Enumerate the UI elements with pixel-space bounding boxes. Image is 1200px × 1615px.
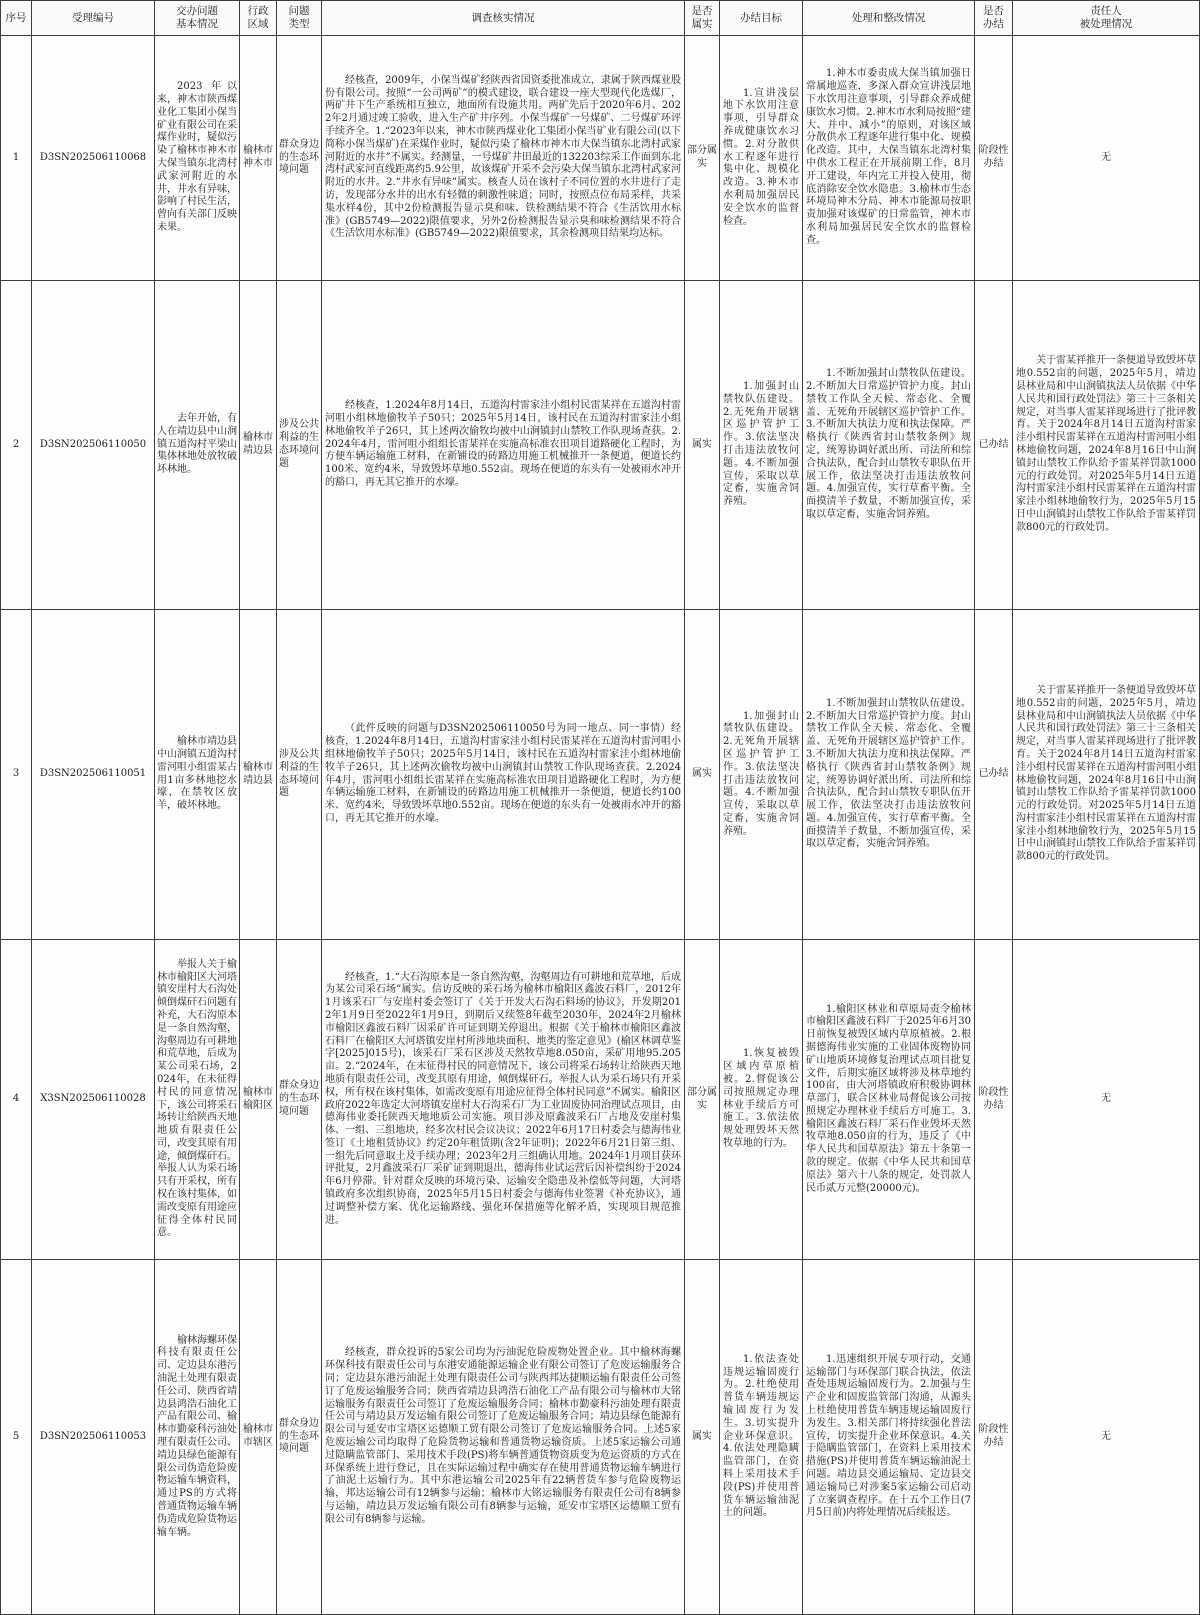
resolution-goal: 1.恢复被毁区域内草原植被。2.督促该公司按照规定办理林业手续后方可施工。3.依法依规处理毁坏天然牧草地的行为。	[720, 940, 803, 1260]
handling-measures: 1.神木市委责成大保当镇加强日常属地巡查，多深入群众宣讲浅层地下水饮用注意事项，引导群众养成健康饮水习惯。2.神木市水利局按照“建大、并中、减小”的原则，对该区域分散供水工程逐年进行集中化、规模化改造。其中，大保当镇东北湾村集中供水工程正在开展前期工作，8月开工建设，年内完工并投入使用，彻底消除安全饮水隐患。3.榆林市生态环境局神木分局、神木市能源局按职责加强对该煤矿的日常监管，神木市水利局加强居民安全饮水的监督检查。	[803, 36, 975, 281]
issue-description: 去年开始，有人在靖边县中山涧镇五道沟村平梁山集体林地处放牧破坏林地。	[155, 281, 240, 610]
issue-type: 涉及公共利益的生态环境问题	[277, 281, 322, 610]
accountability: 无	[1013, 940, 1200, 1260]
case-seq: 5	[0, 1260, 32, 1615]
header-type: 问题 类型	[277, 0, 322, 36]
verified-status: 属实	[685, 281, 720, 610]
issue-type: 群众身边的生态环境问题	[277, 1260, 322, 1615]
administrative-region: 榆林市神木市	[240, 36, 277, 281]
handling-measures: 1.迅速组织开展专项行动，交通运输部门与环保部门联合执法，依法查处违规运输固废行为。2.加强与生产企业和固废监管部门沟通，从源头上杜绝使用普货车辆违规运输固废行为发生。3.相关部门将持续强化普法宣传，切实提升企业环保意识。4.关于隐瞒监管部门，在资料上采用技术措施(PS)并使用普货车辆运输油泥土问题。靖边县交通运输局、定边县交通运输局已对涉案5家运输公司启动了立案调查程序。在十五个工作日(7月5日前)内将处理情况后续报送。	[803, 1260, 975, 1615]
case-seq: 4	[0, 940, 32, 1260]
case-seq: 1	[0, 36, 32, 281]
resolution-goal: 1.依法查处违规运输固废行为。2.杜绝使用普货车辆违规运输固废行为发生。3.切实提升企业环保意识。4.依法处理隐瞒监管部门，在资料上采用技术手段(PS)并使用普货车辆运输油泥土的问题。	[720, 1260, 803, 1615]
verified-status: 部分属实	[685, 940, 720, 1260]
header-investigation: 调查核实情况	[322, 0, 685, 36]
header-handling: 处理和整改情况	[803, 0, 975, 36]
investigation-findings: （此件反映的问题与D3SN202506110050号为同一地点、同一事情）经核查，1.2024年8月14日，五道沟村雷家洼小组村民雷某祥在五道沟村雷河咀小组林地偷牧羊子50只；2025年5月14日，该村民在五道沟村雷家洼小组林地偷牧羊子26只，其上述两次偷牧均被中山涧镇封山禁牧工作队现场查获。2.2024年4月，雷河咀小组组长雷某祥在实施高标准农田项目道路硬化工程时，为方便车辆运输施工材料，在新铺设的砖路边用施工机械推开一条便道，便道长约100米、宽约4米，导致毁坏草地0.552亩。现场在便道的东头有一处被雨水冲开的豁口，再无其它推开的水壕。	[322, 610, 685, 940]
case-id: D3SN202506110068	[32, 36, 155, 281]
accountability: 无	[1013, 36, 1200, 281]
administrative-region: 榆林市靖边县	[240, 610, 277, 940]
case-id: D3SN202506110051	[32, 610, 155, 940]
accountability: 无	[1013, 1260, 1200, 1615]
handling-measures: 1.不断加强封山禁牧队伍建设。2.不断加大日常巡护管护力度。封山禁牧工作队全天候、常态化、全覆盖、无死角开展辖区巡护管护工作。3.不断加大执法力度和执法保障。严格执行《陕西省封山禁牧条例》规定，统筹协调好派出所、司法所和综合执法队，配合封山禁牧专职队伍开展工作，依法坚决打击违法放牧问题。4.加强宣传，实行草畜平衡。全面摸清羊子数量，不断加强宣传，采取以草定畜，实施舍饲养殖。	[803, 610, 975, 940]
issue-description: 2023 年以来，神木市陕西煤业化工集团小保当矿业有限公司在采煤作业时，疑似污染了榆林市神木市大保当镇东北湾村武家河附近的水井，井水有异味，影响了村民生活，曾向有关部门反映未果。	[155, 36, 240, 281]
case-seq: 2	[0, 281, 32, 610]
administrative-region: 榆林市榆阳区	[240, 940, 277, 1260]
resolution-goal: 1.加强封山禁牧队伍建设。2.无死角开展辖区巡护管护工作。3.依法坚决打击违法放牧问题。4.不断加强宣传，采取以草定畜，实施舍饲养殖。	[720, 281, 803, 610]
closure-status: 阶段性办结	[975, 940, 1013, 1260]
case-seq: 3	[0, 610, 32, 940]
issue-description: 榆林海螺环保科技有限责任公司、定边县东港污油泥土处理有限责任公司、陕西省靖边县鸿浩石油化工产品有限公司、榆林市勤豪科污油处理有限责任公司、靖边县绿色能源有限公司伪造危险废物运输车辆资料，通过PS的方式将普通货物运输车辆伪造成危险货物运输车辆。	[155, 1260, 240, 1615]
issue-description: 榆林市靖边县中山涧镇五道沟村雷河咀小组雷某占用1亩多林地挖水壕，在禁牧区放羊，破坏林地。	[155, 610, 240, 940]
case-id: D3SN202506110050	[32, 281, 155, 610]
header-goal: 办结目标	[720, 0, 803, 36]
header-seq: 序号	[0, 0, 32, 36]
closure-status: 已办结	[975, 281, 1013, 610]
header-verified: 是否 属实	[685, 0, 720, 36]
investigation-findings: 经核查，1.“大石沟原本是一条自然沟壑，沟壑周边有可耕地和荒草地，后成为某公司采石场”属实。信访反映的采石场为榆林市榆阳区鑫波石料厂，2012年1月该采石厂与安崖村委会签订了《关于开发大石沟石料场的协议》，开发期2012年1月9日至2022年1月9日，到期后又续签8年截至2030年，2024年2月榆林市榆阳区鑫波石料厂因采矿许可证到期关停退出。根据《关于榆林市榆阳区鑫波石料厂在榆阳区大河塔镇安崖村所涉地块面积、地类的鉴定意见》(榆区林调草鉴字[2025]015号)，该采石厂采石区涉及天然牧草地8.050亩，采矿用地95.205亩。2.“2024年，在未征得村民的同意情况下，该公司将采石场转让给陕西天地地质有限责任公司，改变其原有用途，倾倒煤矸石。举报人认为采石场只有开采权，所有权在该村集体，如需改变原有用途应征得全体村民同意”不属实。榆阳区政府2022年选定大河塔镇安崖村大石沟采石厂为工业固废协同治理试点项目，由德海伟业委托陕西天地地质公司实施。项目涉及原鑫波采石厂占地及安崖村集体、一组、三组地块，经多次村民会议决议；2022年6月17日村委会与德海伟业签订《土地租赁协议》约定20年租赁期(含2年证明)；2022年6月21日第三组、一组先后同意取土及手续办理；2023年2月三组确认用地。2024年1月项目获环评批复，2月鑫波采石厂采矿证到期退出，德海伟业试运营后因补偿纠纷于2024年6月停滞。针对群众反映的环境污染、运输安全隐患及补偿低等问题，大河塔镇政府多次组织协商，2025年5月15日村委会与德海伟业签署《补充协议》，通过调整补偿方案、优化运输路线、强化环保措施等化解矛盾，实现项目规范推进。	[322, 940, 685, 1260]
investigation-findings: 经核查，1.2024年8月14日，五道沟村雷家洼小组村民雷某祥在五道沟村雷河咀小组林地偷牧羊子50只；2025年5月14日，该村民在五道沟村雷家洼小组林地偷牧羊子26只，其上述两次偷牧均被中山涧镇封山禁牧工作队现场查获。2.2024年4月，雷河咀小组组长雷某祥在实施高标准农田项目道路硬化工程时，为方便车辆运输施工材料，在新铺设的砖路边用施工机械推开一条便道，便道长约100米、宽约4米，导致毁坏草地0.552亩。现场在便道的东头有一处被雨水冲开的豁口，再无其它推开的水壕。	[322, 281, 685, 610]
issue-type: 群众身边的生态环境问题	[277, 36, 322, 281]
accountability: 关于雷某祥推开一条便道导致毁坏草地0.552亩的问题，2025年5月，靖边县林业局和中山涧镇执法人员依据《中华人民共和国行政处罚法》第三十三条相关规定，对当事人雷某祥现场进行了批评教育。关于2024年8月14日五道沟村雷家洼小组村民雷某祥在五道沟村雷河咀小组林地偷牧问题，2024年8月16日中山涧镇封山禁牧工作队给予雷某祥罚款1000元的行政处罚。对2025年5月14日五道沟村雷家洼小组村民雷某祥在五道沟村雷家洼小组林地偷牧行为，2025年5月15日中山涧镇封山禁牧工作队给予雷某祥罚款800元的行政处罚。	[1013, 610, 1200, 940]
header-region: 行政 区域	[240, 0, 277, 36]
closure-status: 阶段性办结	[975, 36, 1013, 281]
issue-description: 举报人关于榆林市榆阳区大河塔镇安崖村大石沟处倾倒煤矸石问题有补充，大石沟原本是一条自然沟壑，沟壑周边有可耕地和荒草地，后成为某公司采石场，2024年，在未征得村民的同意情况下，该公司将采石场转让给陕西天地地质有限责任公司，改变其原有用途，倾倒煤矸石。举报人认为采石场只有开采权，所有权在该村集体，如需改变原有用途应征得全体村民同意。	[155, 940, 240, 1260]
resolution-goal: 1.加强封山禁牧队伍建设。2.无死角开展辖区巡护管护工作。3.依法坚决打击违法放牧问题。4.不断加强宣传，采取以草定畜，实施舍饲养殖。	[720, 610, 803, 940]
handling-measures: 1.榆阳区林业和草原局责令榆林市榆阳区鑫波石料厂于2025年6月30日前恢复被毁区域内草原植被。2.根据德海伟业实施的工业固体废物协同矿山地质环境修复治理试点项目批复文件，后期实施区域将涉及林草地约100亩，由大河塔镇政府积极协调林草部门，联合区林业局督促该公司按照规定办理林业手续后方可施工。3.榆阳区鑫波石料厂采石作业毁坏天然牧草地8.050亩的行为，违反了《中华人民共和国草原法》第五十条第一款的规定。依据《中华人民共和国草原法》第六十八条的规定，处罚款人民币贰万元整(20000元)。	[803, 940, 975, 1260]
administrative-region: 榆林市靖边县	[240, 281, 277, 610]
investigation-findings: 经核查，2009年，小保当煤矿经陕西省国资委批准成立，隶属于陕西煤业股份有限公司。按照“一公司两矿”的模式建设，联合建设一座大型现代化选煤厂，两矿井下生产系统相互独立，地面所有设施共用。两矿先后于2020年6月、2022年2月通过竣工验收，进入生产矿井序列。小保当煤矿一号煤矿、二号煤矿环评手续齐全。1.“2023年以来，神木市陕西煤业化工集团小保当矿业有限公司(以下简称小保当煤矿)在采煤作业时，疑似污染了榆林市神木市大保当镇东北湾村武家河附近的水井”不属实。经测量，一号煤矿井田最近的132203综采工作面到东北湾村武家河直线距离约5.9公里，故该煤矿开采不会污染大保当镇东北湾村武家河附近的水井。2.“井水有异味”属实。核查人员在该村子不同位置的水井进行了走访，发现部分水井的出水有轻微的刺激性味道；同时，按照点位布局采样，共采集水样4份，其中2份检测报告显示臭和味、铁检测结果不符合《生活饮用水标准》(GB5749—2022)限值要求，另外2份检测报告显示臭和味检测结果不符合《生活饮用水标准》(GB5749—2022)限值要求，其余检测项目结果均达标。	[322, 36, 685, 281]
case-id: X3SN202506110028	[32, 940, 155, 1260]
administrative-region: 榆林市市辖区	[240, 1260, 277, 1615]
verified-status: 部分属实	[685, 36, 720, 281]
closure-status: 阶段性办结	[975, 1260, 1013, 1615]
header-accountability: 责任人 被处理情况	[1013, 0, 1200, 36]
resolution-goal: 1.宣讲浅层地下水饮用注意事项，引导群众养成健康饮水习惯。2.对分散供水工程逐年进行集中化、规模化改造。3.神木市水利局加强居民安全饮水的监督检查。	[720, 36, 803, 281]
case-id: D3SN202506110053	[32, 1260, 155, 1615]
handling-measures: 1.不断加强封山禁牧队伍建设。2.不断加大日常巡护管护力度。封山禁牧工作队全天候、常态化、全覆盖、无死角开展辖区巡护管护工作。3.不断加大执法力度和执法保障。严格执行《陕西省封山禁牧条例》规定，统筹协调好派出所、司法所和综合执法队，配合封山禁牧专职队伍开展工作，依法坚决打击违法放牧问题。4.加强宣传，实行草畜平衡。全面摸清羊子数量，不断加强宣传，采取以草定畜，实施舍饲养殖。	[803, 281, 975, 610]
header-case-id: 受理编号	[32, 0, 155, 36]
issue-type: 涉及公共利益的生态环境问题	[277, 610, 322, 940]
investigation-findings: 经核查，群众投诉的5家公司均为污油泥危险废物处置企业。其中榆林海螺环保科技有限责任公司与东港安通能源运输企业有限公司签订了危废运输服务合同；定边县东港污油泥土处理有限责任公司与陕西邦达捷顺运输有限责任公司签订了危废运输服务合同；陕西省靖边县鸿浩石油化工产品有限公司与榆林市大铭运输服务有限责任公司签订了危废运输服务合同；榆林市勤豪科污油处理有限责任公司与靖边县万发运输有限公司签订了危废运输服务合同；靖边县绿色能源有限公司与延安市宝塔区运德顺工贸有限公司签订了危废运输服务合同。上述5家危废运输公司均取得了危险货物运输和普通货物运输资质。上述5家运输公司通过隐瞒监管部门、采用技术手段(PS)将车辆普通货物资质变为危运资质的方式在环保系统上进行登记，且在实际运输过程中确实存在使用普通货物运输车辆进行了油泥土运输行为。其中东港运输公司2025年有22辆普货车参与危险废物运输，邦达运输公司有12辆参与运输；榆林市大铭运输服务有限责任公司有8辆参与运输，靖边县万发运输有限公司有8辆参与运输，延安市宝塔区运德顺工贸有限公司有8辆参与运输。	[322, 1260, 685, 1615]
header-closed: 是否 办结	[975, 0, 1013, 36]
accountability: 关于雷某祥推开一条便道导致毁坏草地0.552亩的问题，2025年5月，靖边县林业局和中山涧镇执法人员依据《中华人民共和国行政处罚法》第三十三条相关规定，对当事人雷某祥现场进行了批评教育。关于2024年8月14日五道沟村雷家洼小组村民雷某祥在五道沟村雷河咀小组林地偷牧问题，2024年8月16日中山涧镇封山禁牧工作队给予雷某祥罚款1000元的行政处罚。对2025年5月14日五道沟村雷家洼小组村民雷某祥在五道沟村雷家洼小组林地偷牧行为，2025年5月15日中山涧镇封山禁牧工作队给予雷某祥罚款800元的行政处罚。	[1013, 281, 1200, 610]
verified-status: 属实	[685, 610, 720, 940]
verified-status: 属实	[685, 1260, 720, 1615]
issue-type: 群众身边的生态环境问题	[277, 940, 322, 1260]
closure-status: 已办结	[975, 610, 1013, 940]
header-issue: 交办问题 基本情况	[155, 0, 240, 36]
